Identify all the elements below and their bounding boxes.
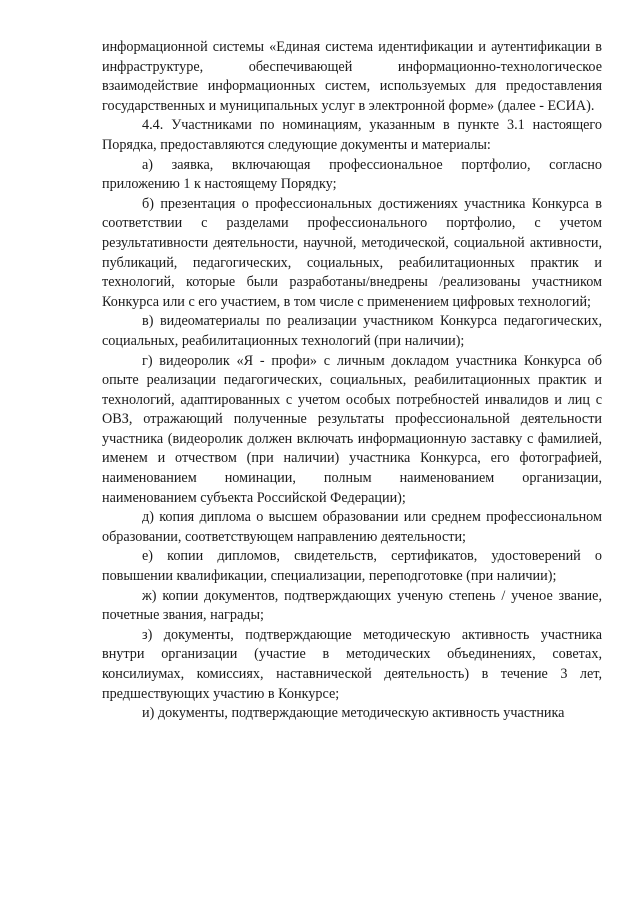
document-body	[102, 38, 602, 724]
paragraph-item-v: в) видеоматериалы по реализации участником Конкурса педагогических, социальных, реабилитационных технологий (при наличии);	[102, 313, 602, 349]
paragraph-4-4: 4.4. Участниками по номинациям, указанным в пункте 3.1 настоящего Порядка, предоставляются следующие документы и материалы:	[102, 117, 602, 153]
paragraph-item-b: б) презентация о профессиональных достижениях участника Конкурса в соответствии с разделами профессионального портфолио, с учетом результативности деятельности, научной, методической, социальной активности, публикаций, педагогических, социальных, реабилитационных практик и технологий, которые были разработаны/внедрены /реализованы участником Конкурса или с его участием, в том числе с применением цифровых технологий;	[102, 195, 602, 310]
paragraph-item-g: г) видеоролик «Я - профи» с личным докладом участника Конкурса об опыте реализации педагогических, социальных, реабилитационных практик и технологий, адаптированных с учетом особых потребностей инвалидов и лиц с ОВЗ, отражающий полученные результаты профессиональной деятельности участника (видеоролик должен включать информационную заставку с фамилией, именем и отчеством (при наличии) участника Конкурса, его фотографией, наименованием номинации, полным наименованием организации, наименованием субъекта Российской Федерации);	[102, 352, 602, 506]
paragraph-esia-continuation: информационной системы «Единая система идентификации и аутентификации в инфраструктуре, обеспечивающей информационно-технологическое взаимодействие информационных систем, используемых для предоставления государственных и муниципальных услуг в электронной форме» (далее - ЕСИА).	[102, 39, 602, 114]
paragraph-item-a: а) заявка, включающая профессиональное портфолио, согласно приложению 1 к настоящему Порядку;	[102, 156, 602, 193]
paragraph-item-i: и) документы, подтверждающие методическую активность участника	[142, 705, 565, 722]
paragraph-item-e: е) копии дипломов, свидетельств, сертификатов, удостоверений о повышении квалификации, специализации, переподготовке (при наличии);	[102, 548, 602, 585]
paragraph-item-zh: ж) копии документов, подтверждающих ученую степень / ученое звание, почетные звания, награды;	[102, 587, 602, 624]
paragraph-item-d: д) копия диплома о высшем образовании или среднем профессиональном образовании, соответствующем направлению деятельности;	[102, 509, 602, 545]
paragraph-item-z: з) документы, подтверждающие методическую активность участника внутри организации (участие в методических объединениях, советах, консилиумах, комиссиях, наставнической деятельность) в течение 3 лет, предшествующих участию в Конкурсе;	[102, 626, 602, 702]
